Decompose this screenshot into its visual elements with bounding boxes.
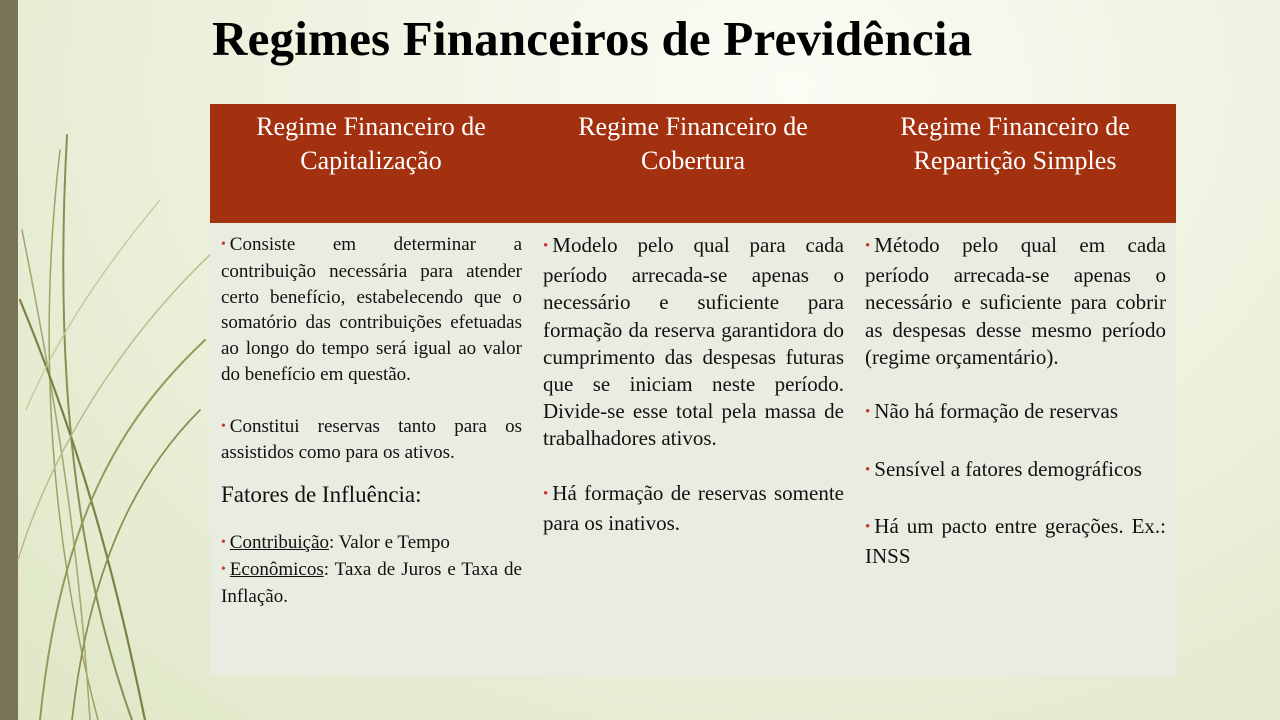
header-capitalizacao: Regime Financeiro de Capitalização [256, 112, 486, 175]
slide-title: Regimes Financeiros de Previdência [212, 11, 973, 66]
bullet-icon: • [221, 417, 226, 433]
factor-item: • Econômicos: Taxa de Juros e Taxa de Inflação. [221, 558, 522, 607]
cell-cobertura [532, 223, 854, 676]
paragraph: • Sensível a fatores demográficos [865, 456, 1142, 481]
paragraph: • Não há formação de reservas [865, 399, 1119, 424]
paragraph: • Modelo pelo qual para cada período arrecada-se apenas o necessário e suficiente para formação da reserva garantidora do cumprimento das despesas futuras que se iniciam neste período. Divide-se esse total pela massa de trabalhadores ativos. [543, 233, 844, 451]
regimes-table [210, 104, 1176, 676]
paragraph: • Método pelo qual em cada período arrecada-se apenas o necessário e suficiente para cobrir as despesas desse mesmo período (regime orçamentário). [865, 233, 1166, 369]
bullet-icon: • [543, 485, 549, 502]
bullet-icon: • [865, 461, 871, 478]
paragraph: • Há formação de reservas somente para os inativos. [543, 480, 844, 536]
bullet-icon: • [221, 236, 226, 251]
paragraph: • Há um pacto entre gerações. Ex.: INSS [865, 513, 1166, 569]
bullet-icon: • [865, 518, 871, 535]
cell-reparticao-simples [854, 223, 1176, 676]
bullet-icon: • [543, 238, 549, 254]
bullet-icon: • [221, 560, 226, 576]
table-header-row [210, 104, 1176, 223]
cell-capitalizacao [210, 223, 532, 676]
header-cobertura: Regime Financeiro de Cobertura [578, 112, 808, 175]
header-reparticao-simples: Regime Financeiro de Repartição Simples [900, 112, 1130, 175]
paragraph: • Constitui reservas tanto para os assistidos como para os ativos. [221, 415, 522, 464]
paragraph: • Consiste em determinar a contribuição necessária para atender certo benefício, estabelecendo que o somatório das contribuições efetuadas ao longo do tempo será igual ao valor do benefício em questão. [221, 234, 522, 385]
table-body-row [210, 223, 1176, 676]
bullet-icon: • [865, 404, 871, 421]
bullet-icon: • [221, 534, 226, 550]
factor-item: • Contribuição: Valor e Tempo [221, 532, 450, 554]
fatores-heading: Fatores de Influência: [221, 482, 422, 508]
bullet-icon: • [865, 238, 871, 254]
